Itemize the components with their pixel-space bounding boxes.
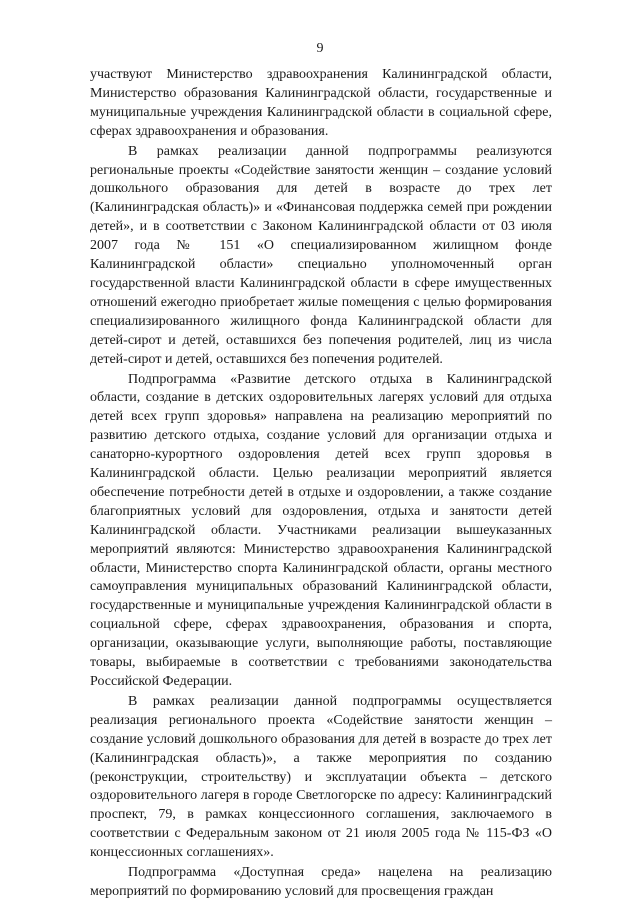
paragraph-camp-project: В рамках реализации данной подпрограммы осуществляется реализация регионального проекта «Содействие занятости женщин – создание условий дошкольного образования для детей в возрасте до трех лет (Калининградская область)», а также мероприятия по созданию (реконструкции, строительству) и эксплуатации объекта – детского оздоровительного лагеря в городе Светлогорске по адресу: Калининградский проспект, 79, в рамках концессионного соглашения, заключаемого в соответствии с Федеральным законом от 21 июля 2005 года № 115-ФЗ «О концессионных соглашениях». [90,693,552,861]
page-number: 9 [316,41,324,56]
paragraph-accessible-environment: Подпрограмма «Доступная среда» нацелена на реализацию мероприятий по формированию условий для просвещения граждан [90,865,552,899]
paragraph-continuation: участвуют Министерство здравоохранения Калининградской области, Министерство образования Калининградской области, государственные и муниципальные учреждения Калининградской области в социальной сфере, сферах здравоохранения и образования. [90,67,552,139]
document-text [90,66,552,902]
paragraph-regional-projects: В рамках реализации данной подпрограммы реализуются региональные проекты «Содействие занятости женщин – создание условий дошкольного образования для детей в возрасте до трех лет (Калининградская область)» и «Финансовая поддержка семей при рождении детей», и в соответствии с Законом Калининградской области от 03 июля 2007 года № 151 «О специализированном жилищном фонде Калининградской области» специально уполномоченный орган государственной власти Калининградской области в сфере имущественных отношений ежегодно приобретает жилые помещения с целью формирования специализированного жилищного фонда Калининградской области для детей-сирот и детей, оставшихся без попечения родителей, лиц из числа детей-сирот и детей, оставшихся без попечения родителей. [90,143,552,367]
paragraph-child-recreation: Подпрограмма «Развитие детского отдыха в Калининградской области, создание в детских оздоровительных лагерях условий для отдыха детей всех групп здоровья» направлена на реализацию мероприятий по развитию детского отдыха, создание условий для организации отдыха и санаторно-курортного оздоровления детей всех групп здоровья в Калининградской области. Целью реализации мероприятий является обеспечение потребности детей в отдыхе и оздоровлении, а также создание благоприятных условий для оздоровления, отдыха и занятости детей Калининградской области. Участниками реализации вышеуказанных мероприятий являются: Министерство здравоохранения Калининградской области, Министерство спорта Калининградской области, органы местного самоуправления муниципальных образований Калининградской области, государственные и муниципальные учреждения Калининградской области в социальной сфере, сферах здравоохранения, образования и спорта, организации, оказывающие услуги, выполняющие работы, поставляющие товары, выбираемые в соответствии с требованиями законодательства Российской Федерации. [90,371,552,689]
